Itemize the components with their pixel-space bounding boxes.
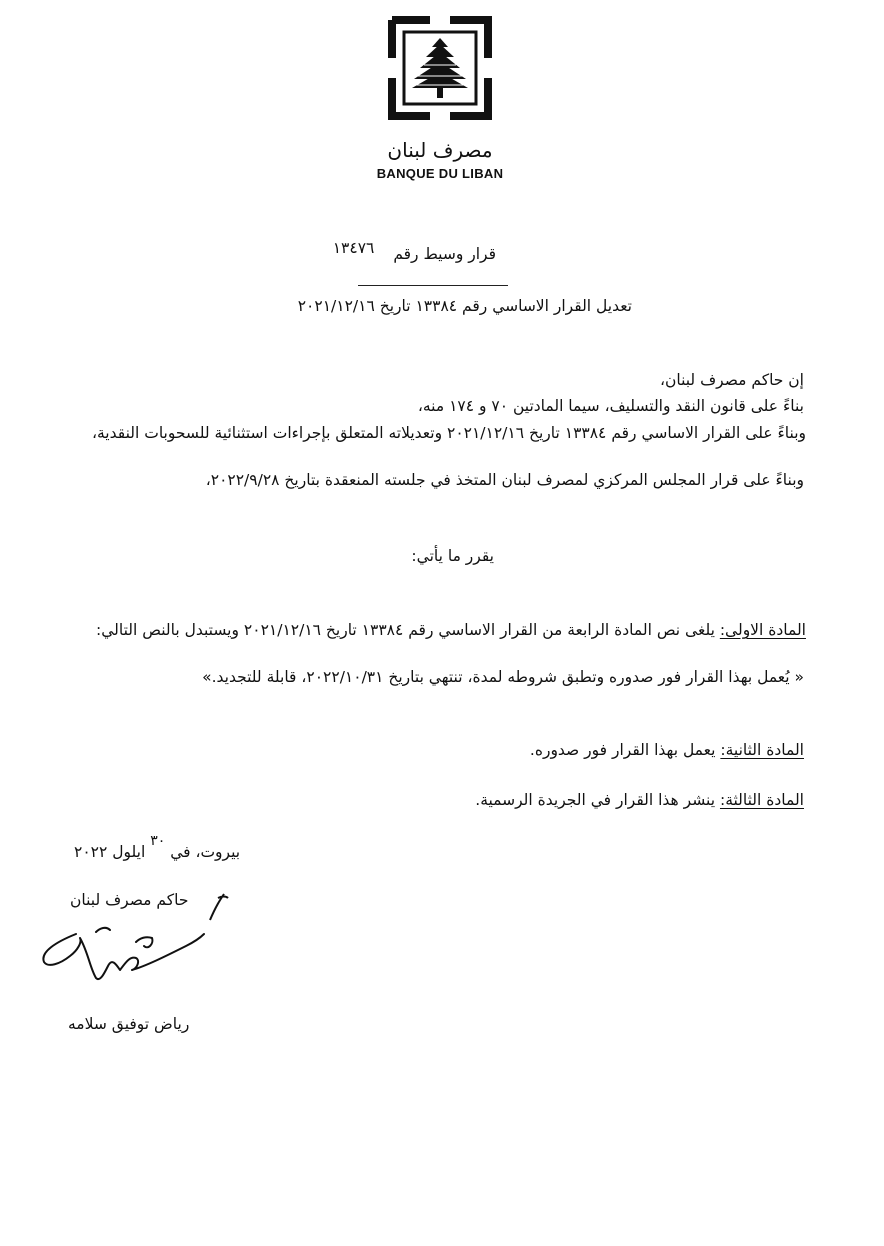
bank-logo xyxy=(376,16,504,181)
decision-subject: تعديل القرار الاساسي رقم ١٣٣٨٤ تاريخ ٢٠٢١/١٢/١٦ xyxy=(297,297,632,315)
preamble-line-2: بناءً على قانون النقد والتسليف، سيما المادتين ٧٠ و ١٧٤ منه، xyxy=(417,397,804,415)
decides-heading: يقرر ما يأتي: xyxy=(411,547,494,565)
cedar-tree-emblem-icon xyxy=(388,16,492,120)
signer-title: حاكم مصرف لبنان xyxy=(70,891,189,909)
article-2-title: المادة الثانية: xyxy=(720,741,804,759)
date-day: ٣٠ xyxy=(150,833,166,849)
decision-label: قرار وسيط رقم xyxy=(393,245,496,263)
bank-name-arabic: مصرف لبنان xyxy=(387,138,493,162)
article-1 xyxy=(72,619,806,641)
title-divider xyxy=(358,285,508,286)
preamble-line-3: وبناءً على القرار الاساسي رقم ١٣٣٨٤ تاريخ ٢٠٢١/١٢/١٦ وتعديلاته المتعلق بإجراءات استثنائية للسحوبات النقدية، xyxy=(91,424,806,442)
article-1-quote: « يُعمل بهذا القرار فور صدوره وتطبق شروطه لمدة، تنتهي بتاريخ ٢٠٢٢/١٠/٣١، قابلة للتجديد.» xyxy=(202,668,804,686)
article-2-text: يعمل بهذا القرار فور صدوره. xyxy=(529,741,716,759)
article-1-title: المادة الاولى: xyxy=(719,621,806,639)
article-1-text: يلغى نص المادة الرابعة من القرار الاساسي رقم ١٣٣٨٤ تاريخ ٢٠٢١/١٢/١٦ ويستبدل بالنص التالي: xyxy=(96,621,715,639)
preamble-line-4: وبناءً على قرار المجلس المركزي لمصرف لبنان المتخذ في جلسته المنعقدة بتاريخ ٢٠٢٢/٩/٢٨، xyxy=(205,471,804,489)
initial-mark-icon xyxy=(204,892,230,922)
article-3-title: المادة الثالثة: xyxy=(719,791,804,809)
decision-title xyxy=(332,239,496,264)
article-3 xyxy=(475,790,804,810)
place-and-date xyxy=(74,833,241,863)
article-3-text: ينشر هذا القرار في الجريدة الرسمية. xyxy=(475,791,716,809)
place-label: بيروت، في xyxy=(170,843,241,861)
article-2 xyxy=(530,740,804,760)
handwritten-signature xyxy=(36,912,206,992)
date-month-year: ايلول ٢٠٢٢ xyxy=(74,843,146,861)
decision-number: ١٣٤٧٦ xyxy=(332,239,375,257)
bank-name-french: BANQUE DU LIBAN xyxy=(376,166,504,181)
preamble-line-1: إن حاكم مصرف لبنان، xyxy=(659,371,804,389)
signer-name: رياض توفيق سلامه xyxy=(68,1015,190,1033)
